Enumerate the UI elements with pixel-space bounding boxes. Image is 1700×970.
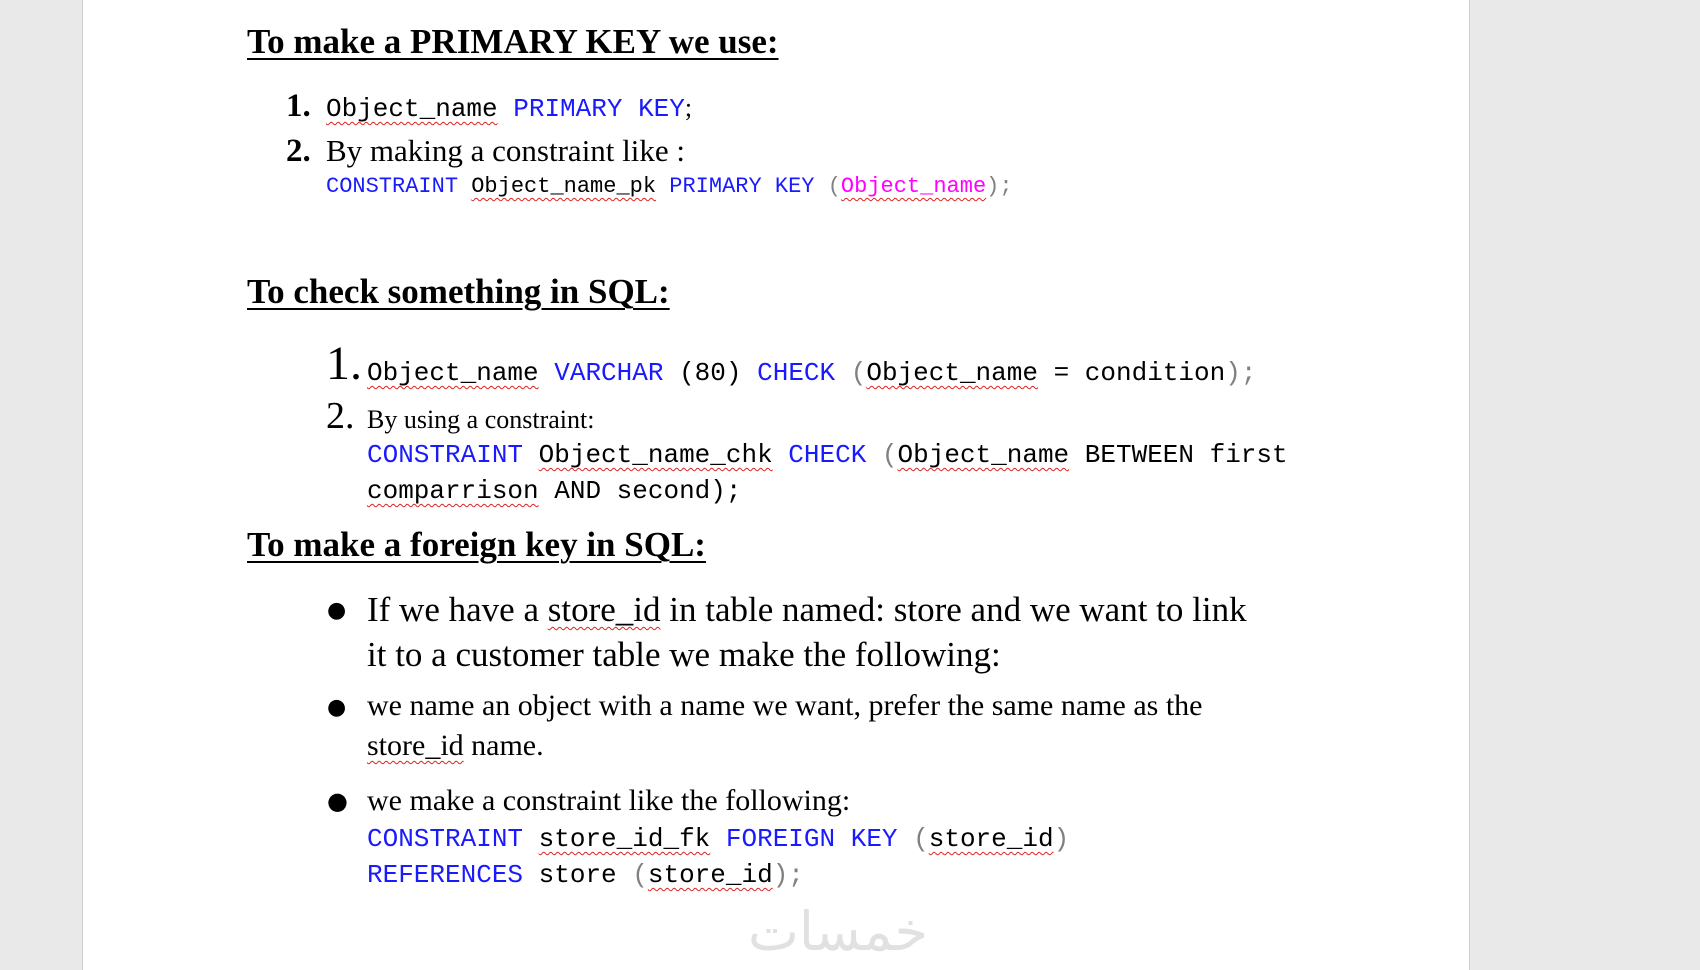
check-constraint-open-paren: ( bbox=[881, 440, 898, 470]
fk-open-paren: ( bbox=[913, 824, 929, 854]
check-constraint-between: BETWEEN first bbox=[1084, 440, 1288, 470]
check-keyword: CHECK bbox=[757, 358, 836, 388]
check-item-1-code bbox=[367, 358, 1256, 388]
pk-close-paren: ); bbox=[986, 174, 1013, 199]
fk-bullet-2-line-1: we name an object with a name we want, prefer the same name as the bbox=[367, 689, 1203, 722]
pk-semicolon: ; bbox=[684, 93, 693, 122]
check-condition: = condition bbox=[1053, 358, 1226, 388]
check-constraint-rest: AND second); bbox=[554, 476, 742, 506]
check-constraint-name: Object_name_chk bbox=[538, 440, 773, 470]
pk-item-1-code bbox=[326, 93, 692, 124]
fk-bullet-1-post: in table named: store and we want to link bbox=[660, 590, 1247, 629]
check-item-2-code-line-1 bbox=[367, 440, 1288, 470]
check-type: VARCHAR bbox=[554, 358, 664, 388]
heading-primary-key: To make a PRIMARY KEY we use: bbox=[247, 22, 779, 61]
fk-bullet-1-line-2: it to a customer table we make the following: bbox=[367, 635, 1001, 674]
pk-item-2-number: 2. bbox=[286, 133, 311, 169]
pk-item-2-text: By making a constraint like : bbox=[326, 133, 686, 168]
pk-keyword: PRIMARY KEY bbox=[513, 94, 685, 124]
fk-close-paren: ) bbox=[1053, 824, 1070, 854]
pk-constraint-column: Object_name bbox=[840, 174, 987, 199]
fk-constraint-name: store_id_fk bbox=[538, 824, 711, 854]
check-size: (80) bbox=[679, 358, 742, 388]
check-constraint-word: comparrison bbox=[367, 476, 539, 506]
pk-item-2-code bbox=[326, 174, 1013, 199]
fk-references-column: store_id bbox=[647, 860, 773, 890]
fk-column: store_id bbox=[928, 824, 1054, 854]
fk-bullet-1-line-1 bbox=[367, 590, 1247, 630]
fk-references-open-paren: ( bbox=[632, 860, 648, 890]
fk-constraint-type: FOREIGN KEY bbox=[725, 824, 898, 854]
watermark-logo: خمسات bbox=[748, 900, 929, 963]
check-item-2-number: 2. bbox=[326, 395, 355, 437]
check-item-2-code-line-2 bbox=[367, 476, 741, 506]
pk-constraint-name: Object_name_pk bbox=[471, 174, 657, 199]
fk-bullet-1-store-id: store_id bbox=[547, 590, 661, 629]
fk-bullet-1-glyph: ● bbox=[327, 598, 347, 623]
document-page bbox=[82, 0, 1470, 970]
heading-check: To check something in SQL: bbox=[247, 272, 670, 311]
fk-bullet-3-code-line-1 bbox=[367, 824, 1069, 854]
check-argument: Object_name bbox=[866, 358, 1038, 388]
fk-constraint-keyword: CONSTRAINT bbox=[367, 824, 524, 854]
pk-constraint-type: PRIMARY KEY bbox=[669, 174, 815, 199]
pk-object-name: Object_name bbox=[326, 94, 498, 124]
fk-references-table: store bbox=[538, 860, 617, 890]
pk-constraint-keyword: CONSTRAINT bbox=[326, 174, 459, 199]
check-close-paren: ); bbox=[1225, 358, 1257, 388]
check-open-paren: ( bbox=[850, 358, 867, 388]
fk-bullet-3-glyph: ● bbox=[327, 787, 348, 815]
fk-bullet-2-line-2 bbox=[367, 729, 544, 763]
fk-bullet-1-pre: If we have a bbox=[367, 590, 548, 629]
check-constraint-keyword: CONSTRAINT bbox=[367, 440, 524, 470]
fk-references-close: ); bbox=[772, 860, 804, 890]
pk-open-paren: ( bbox=[827, 174, 841, 199]
check-item-1-number: 1. bbox=[326, 337, 362, 390]
fk-bullet-2-post: name. bbox=[463, 729, 544, 762]
fk-bullet-2-store-id: store_id bbox=[367, 729, 464, 762]
check-object-name: Object_name bbox=[367, 358, 539, 388]
check-constraint-column: Object_name bbox=[897, 440, 1070, 470]
fk-bullet-2-glyph: ● bbox=[327, 695, 347, 720]
heading-foreign-key: To make a foreign key in SQL: bbox=[247, 525, 706, 564]
fk-bullet-3-code-line-2 bbox=[367, 860, 804, 890]
check-item-2-text: By using a constraint: bbox=[367, 405, 595, 434]
check-constraint-type: CHECK bbox=[788, 440, 867, 470]
fk-bullet-3-text: we make a constraint like the following: bbox=[367, 784, 851, 817]
fk-references-keyword: REFERENCES bbox=[367, 860, 524, 890]
pk-item-1-number: 1. bbox=[286, 88, 311, 124]
